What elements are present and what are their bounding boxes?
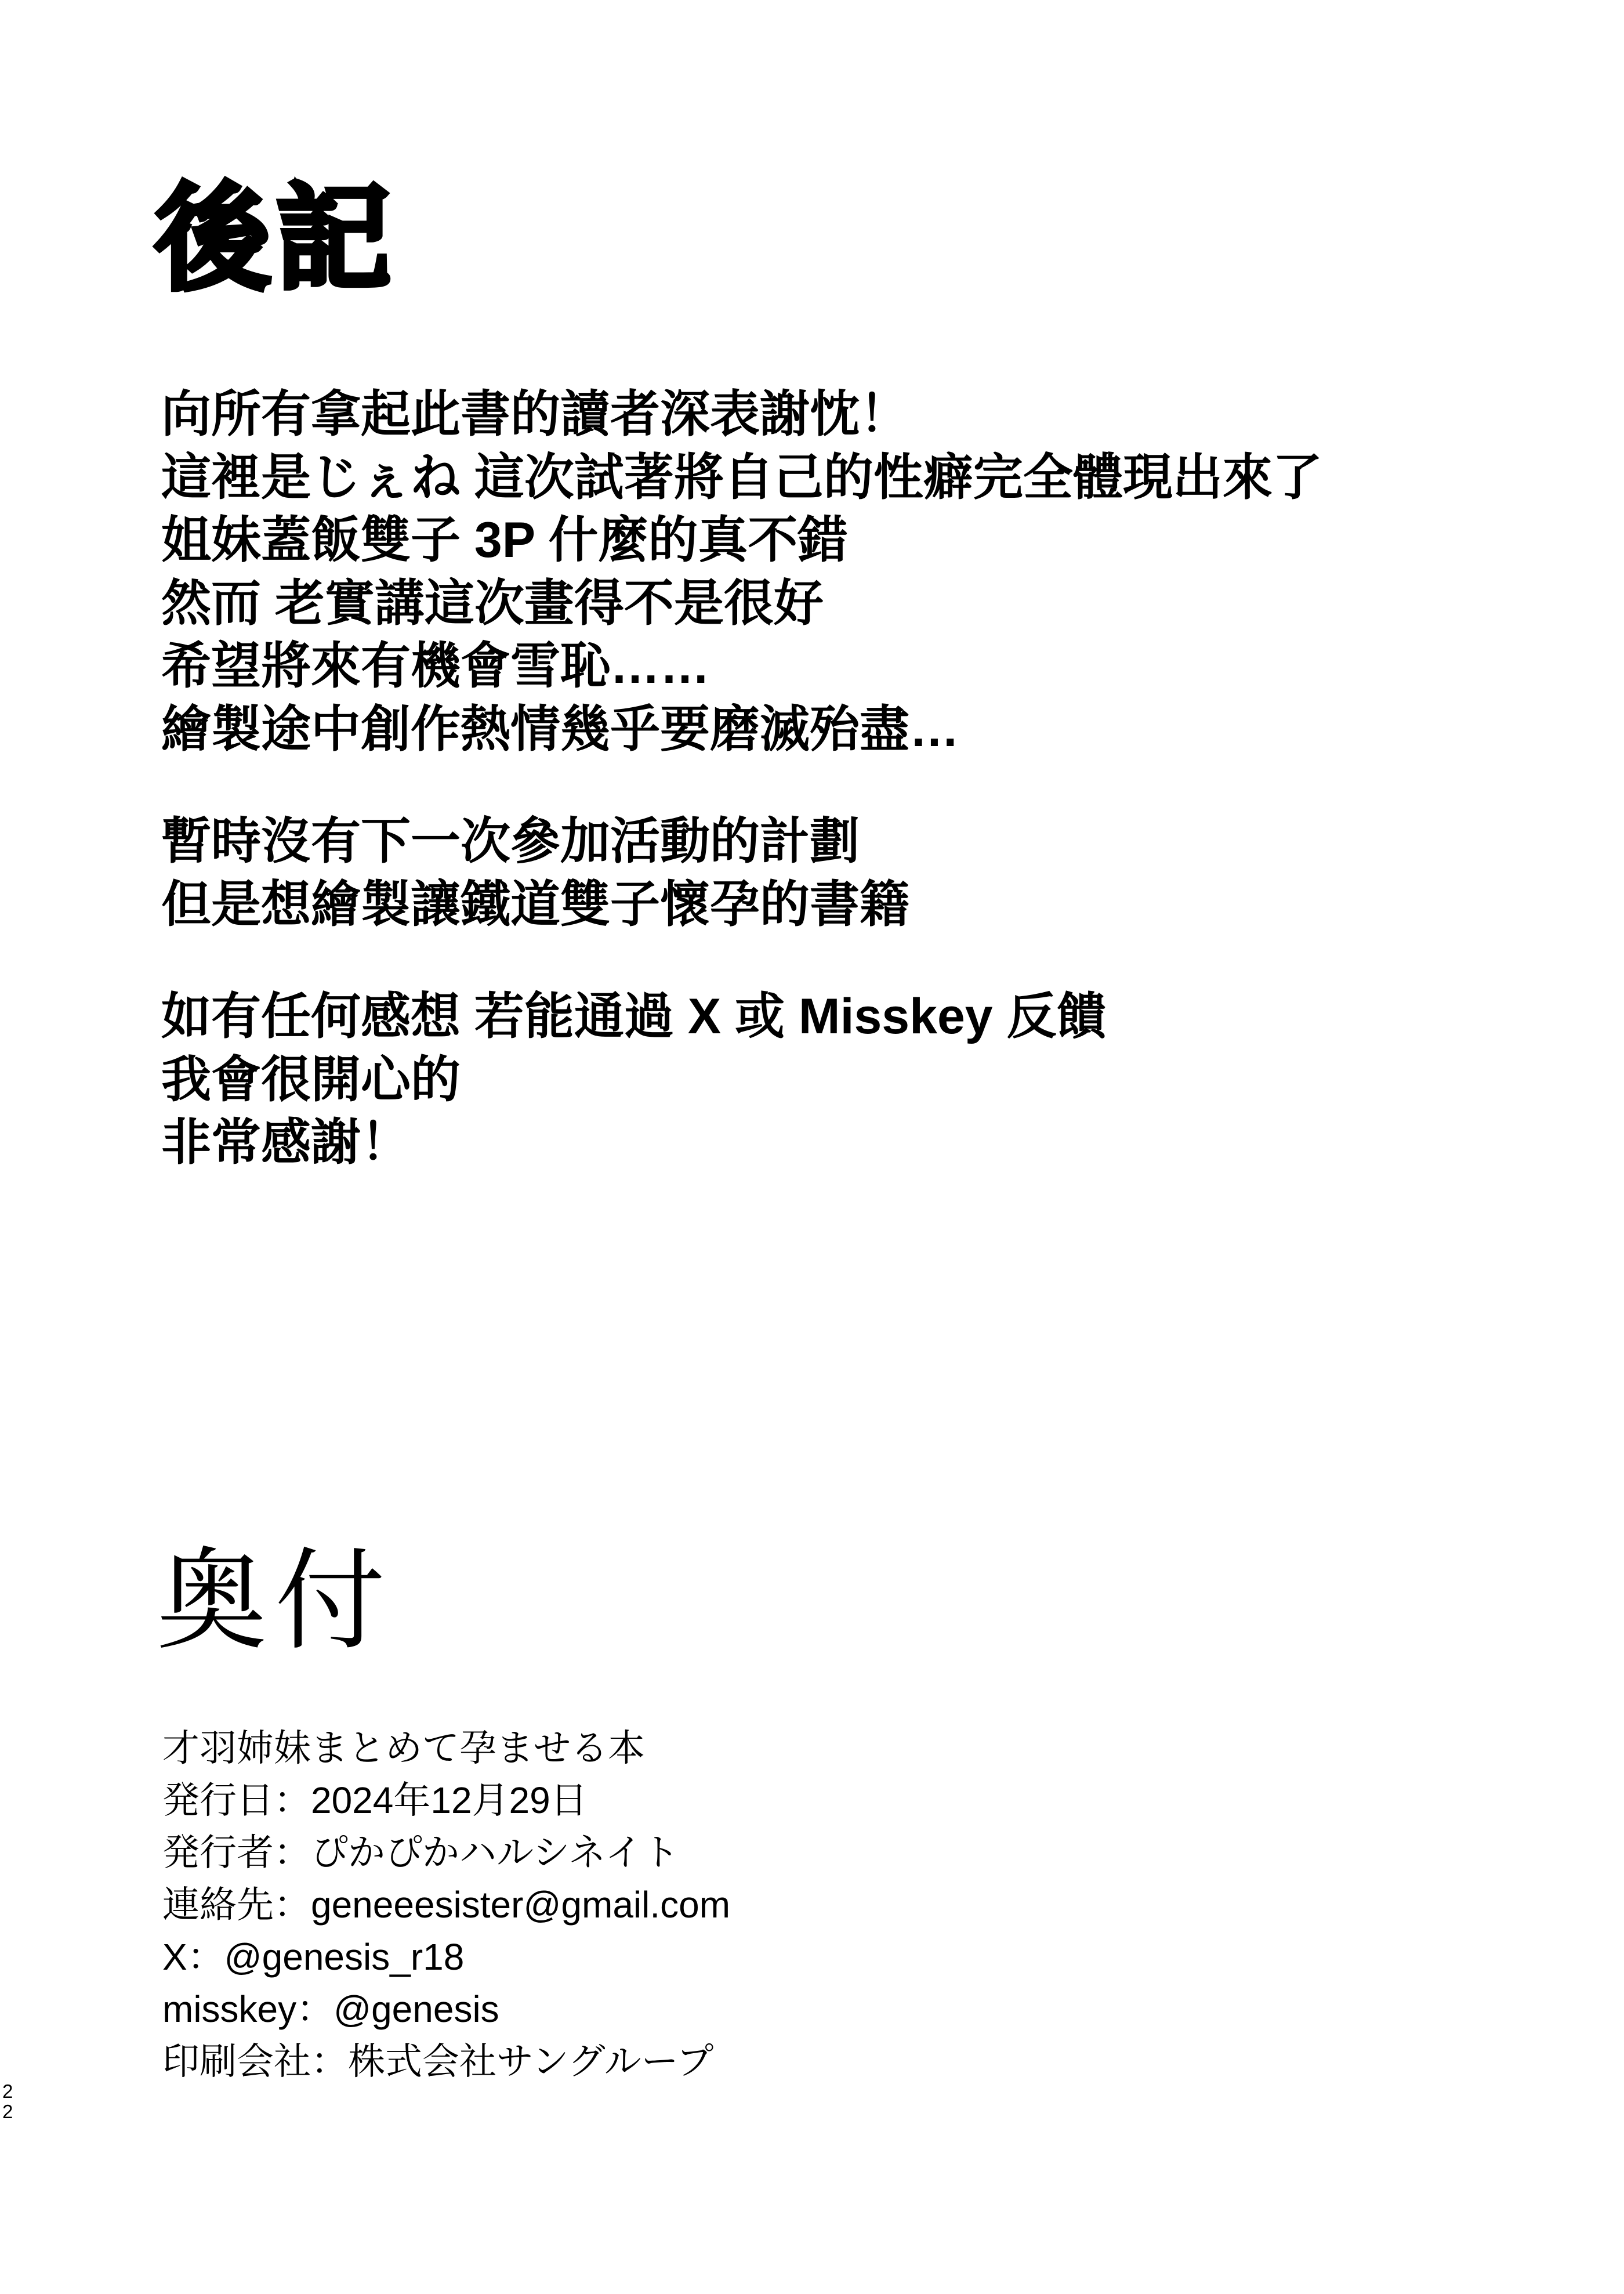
afterword-body <box>161 383 1322 1224</box>
text-line: 繪製途中創作熱情幾乎要磨滅殆盡… <box>161 701 959 757</box>
colophon-line-x-handle: X：@genesis_r18 <box>162 1936 465 1978</box>
text-line: 向所有拿起此書的讀者深表謝忱！ <box>161 386 909 442</box>
text-line: 如有任何感想 若能通過 X 或 Misskey 反饋 <box>161 989 1107 1044</box>
text-line: 希望將來有機會雪恥…… <box>161 638 710 694</box>
page-number: 22 <box>2 2080 13 2122</box>
text-line: 這裡是じぇね 這次試著將自己的性癖完全體現出來了 <box>161 449 1322 505</box>
colophon-line-print-company: 印刷会社：株式会社サングループ <box>162 2040 714 2082</box>
afterword-paragraph-2 <box>161 810 1322 936</box>
colophon-title: 奥付 <box>157 1540 394 1663</box>
colophon-block <box>162 1722 730 2087</box>
text-line: 但是想繪製讓鐵道雙子懷孕的書籍 <box>161 876 909 932</box>
text-line: 暫時沒有下一次參加活動的計劃 <box>161 813 860 869</box>
text-line: 然而 老實講這次畫得不是很好 <box>161 575 824 631</box>
afterword-title: 後記 <box>155 175 397 303</box>
colophon-line-publish-date: 発行日：2024年12月29日 <box>162 1779 588 1821</box>
text-line: 我會很開心的 <box>161 1051 461 1108</box>
colophon-line-publisher: 発行者：ぴかぴかハルシネイト <box>162 1832 680 1873</box>
afterword-paragraph-1 <box>161 383 1322 761</box>
colophon-line-misskey-handle: misskey：@genesis <box>162 1988 499 2030</box>
colophon-line-book-title: 才羽姉妹まとめて孕ませる本 <box>162 1727 645 1769</box>
text-line: 非常感謝！ <box>161 1115 411 1170</box>
afterword-paragraph-3 <box>161 985 1322 1174</box>
colophon-line-contact-email: 連絡先：geneeesister@gmail.com <box>162 1884 731 1926</box>
text-line: 姐妹蓋飯雙子 3P 什麼的真不錯 <box>161 512 848 568</box>
